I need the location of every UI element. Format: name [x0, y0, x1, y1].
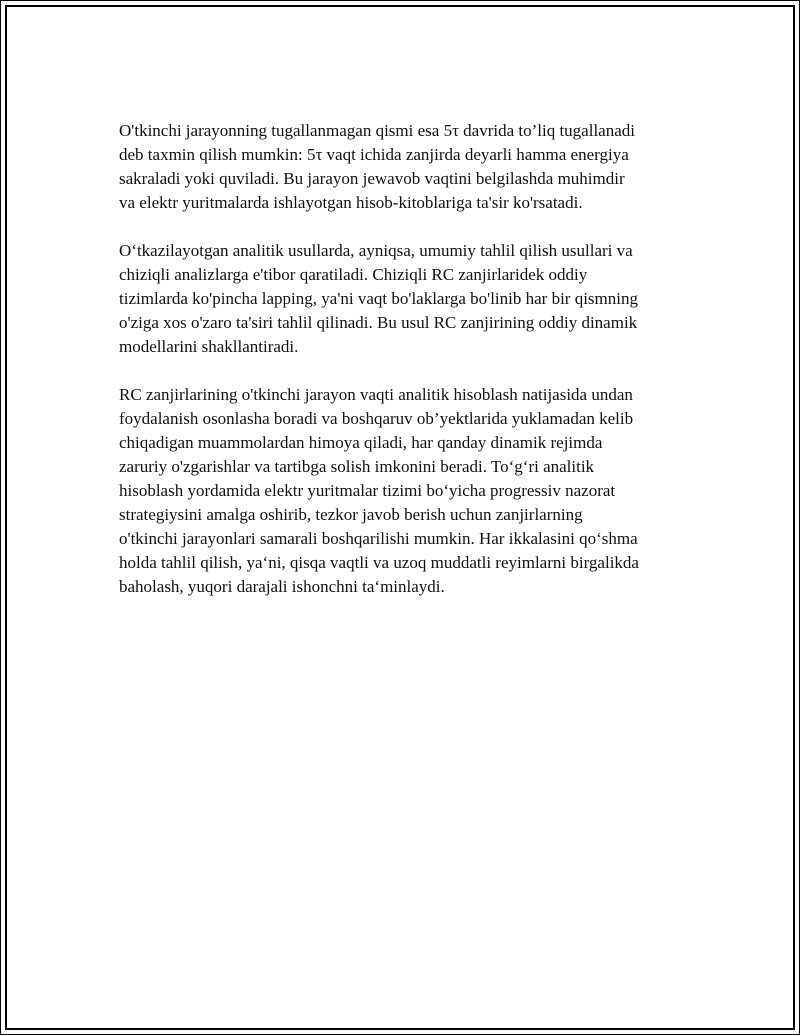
text-line: strategiysini amalga oshirib, tezkor javob berish uchun zanjirlarning [119, 505, 583, 524]
text-line: sakraladi yoki quviladi. Bu jarayon jewavob vaqtini belgilashda muhimdir [119, 169, 625, 188]
text-line: o'tkinchi jarayonlari samarali boshqarilishi mumkin. Har ikkalasini qo‘shma [119, 529, 638, 548]
text-line: tizimlarda ko'pincha lapping, ya'ni vaqt bo'laklarga bo'linib har bir qismning [119, 289, 638, 308]
text-line: holda tahlil qilish, ya‘ni, qisqa vaqtli va uzoq muddatli reyimlarni birgalikda [119, 553, 639, 572]
text-line: O'tkinchi jarayonning tugallanmagan qismi esa 5τ davrida to’liq tugallanadi [119, 121, 635, 140]
text-line: chiziqli analizlarga e'tibor qaratiladi. Chiziqli RC zanjirlaridek oddiy [119, 265, 588, 284]
text-line: chiqadigan muammolardan himoya qiladi, har qanday dinamik rejimda [119, 433, 603, 452]
text-line: va elektr yuritmalarda ishlayotgan hisob-kitoblariga ta'sir ko'rsatadi. [119, 193, 583, 212]
text-line: deb taxmin qilish mumkin: 5τ vaqt ichida zanjirda deyarli hamma energiya [119, 145, 629, 164]
paragraph-3 [119, 383, 689, 599]
paragraph-1 [119, 119, 689, 215]
text-line: O‘tkazilayotgan analitik usullarda, ayniqsa, umumiy tahlil qilish usullari va [119, 241, 633, 260]
text-line: modellarini shakllantiradi. [119, 337, 299, 356]
text-line: RC zanjirlarining o'tkinchi jarayon vaqti analitik hisoblash natijasida undan [119, 385, 633, 404]
text-line: baholash, yuqori darajali ishonchni ta‘minlaydi. [119, 577, 445, 596]
paragraph-2 [119, 239, 689, 359]
document-body [119, 119, 689, 623]
text-line: o'ziga xos o'zaro ta'siri tahlil qilinadi. Bu usul RC zanjirining oddiy dinamik [119, 313, 638, 332]
text-line: zaruriy o'zgarishlar va tartibga solish imkonini beradi. To‘g‘ri analitik [119, 457, 595, 476]
text-line: foydalanish osonlasha boradi va boshqaruv ob’yektlarida yuklamadan kelib [119, 409, 634, 428]
text-line: hisoblash yordamida elektr yuritmalar tizimi bo‘yicha progressiv nazorat [119, 481, 616, 500]
